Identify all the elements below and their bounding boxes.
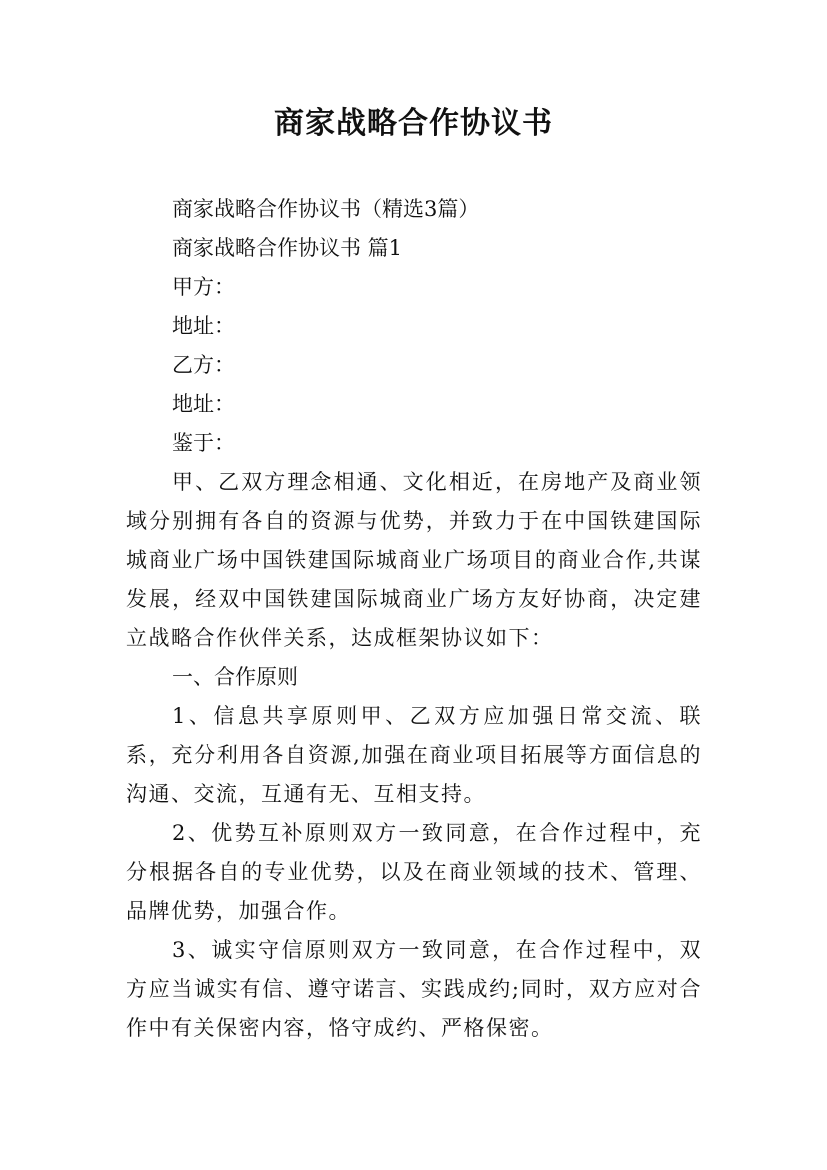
party-a-label: 甲方： <box>172 275 235 299</box>
document-body <box>126 190 702 1048</box>
principle-2-paragraph: 2、优势互补原则双方一致同意，在合作过程中，充分根据各自的专业优势，以及在商业领域的技术、管理、品牌优势，加强合作。 <box>126 821 702 923</box>
selection-heading: 商家战略合作协议书（精选3篇） <box>172 197 480 221</box>
intro-paragraph: 甲、乙双方理念相通、文化相近，在房地产及商业领域分别拥有各自的资源与优势，并致力于在中国铁建国际城商业广场中国铁建国际城商业广场项目的商业合作,共谋发展，经双中国铁建国际城商业广场方友好协商，决定建立战略合作伙伴关系，达成框架协议如下： <box>126 470 702 650</box>
address-b-label: 地址： <box>172 392 235 416</box>
section1-title: 一、合作原则 <box>172 665 298 689</box>
document-title: 商家战略合作协议书 <box>274 106 553 141</box>
whereas-label: 鉴于： <box>172 431 235 455</box>
principle-3-paragraph: 3、诚实守信原则双方一致同意，在合作过程中，双方应当诚实有信、遵守诺言、实践成约;同时，双方应对合作中有关保密内容，恪守成约、严格保密。 <box>126 938 702 1040</box>
part1-heading: 商家战略合作协议书 篇1 <box>172 236 403 260</box>
address-a-label: 地址： <box>172 314 235 338</box>
principle-1-paragraph: 1、信息共享原则甲、乙双方应加强日常交流、联系，充分利用各自资源,加强在商业项目拓展等方面信息的沟通、交流，互通有无、互相支持。 <box>126 704 702 806</box>
party-b-label: 乙方： <box>172 353 235 377</box>
